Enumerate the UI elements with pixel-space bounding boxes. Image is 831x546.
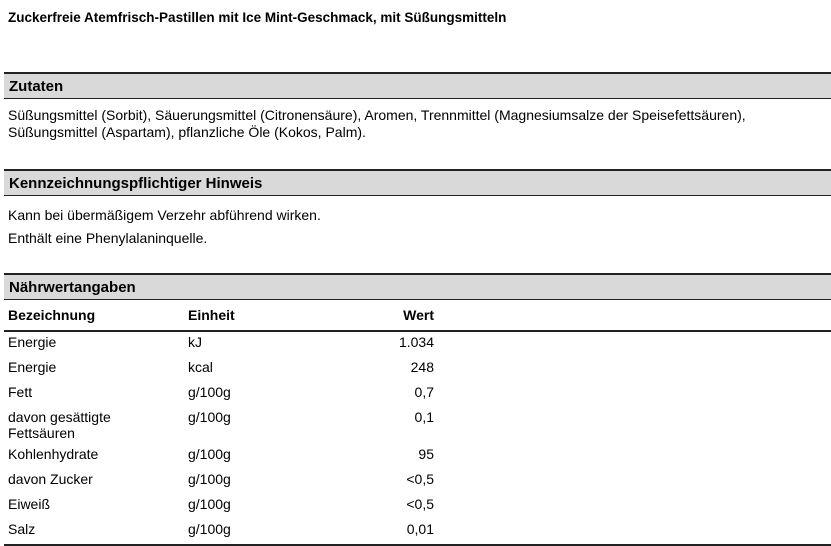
- ingredients-header: [4, 72, 831, 99]
- table-row: [4, 331, 831, 357]
- nutrient-name: Eiweiß: [8, 496, 51, 512]
- warning-line: Kann bei übermäßigem Verzehr abführend wirken.: [8, 207, 321, 223]
- nutrient-name: Salz: [4, 519, 184, 545]
- nutrient-name: davon gesättigte Fettsäuren: [8, 409, 111, 441]
- nutrient-value: 0,7: [414, 384, 434, 400]
- nutrient-unit: g/100g: [188, 471, 231, 487]
- nutrient-unit: g/100g: [184, 519, 348, 545]
- table-row: [4, 469, 831, 494]
- nutrient-value: 0,01: [348, 519, 438, 545]
- nutrition-table: [4, 300, 831, 546]
- nutrition-heading: Nährwertangaben: [9, 279, 136, 296]
- nutrient-unit: g/100g: [188, 496, 231, 512]
- nutrient-unit: kJ: [188, 334, 202, 350]
- warning-line: Enthält eine Phenylalaninquelle.: [8, 230, 208, 246]
- warning-header: [4, 169, 831, 196]
- nutrition-header: [4, 273, 831, 300]
- ingredients-heading: Zutaten: [9, 78, 64, 95]
- table-row: [4, 407, 831, 444]
- column-header-value: Wert: [348, 300, 438, 331]
- table-header-row: [4, 300, 831, 331]
- nutrient-name: Fett: [8, 384, 33, 400]
- nutrient-value: 95: [418, 446, 434, 462]
- nutrient-unit: g/100g: [188, 409, 231, 425]
- nutrient-name: davon Zucker: [8, 471, 93, 487]
- column-spacer: [438, 300, 831, 331]
- nutrient-value: 248: [410, 359, 434, 375]
- table-row: [4, 382, 831, 407]
- nutrient-unit: kcal: [188, 359, 213, 375]
- ingredients-text: Süßungsmittel (Sorbit), Säuerungsmittel (Citronensäure), Aromen, Trennmittel (Magnesiumsalze der Speisefettsäuren), Süßungsmittel (Aspartam), pflanzliche Öle (Kokos, Palm).: [8, 107, 746, 140]
- table-row: [4, 357, 831, 382]
- nutrient-unit: g/100g: [188, 446, 231, 462]
- column-header-name: Bezeichnung: [4, 300, 184, 331]
- nutrient-value: <0,5: [406, 496, 434, 512]
- table-row: [4, 494, 831, 519]
- warning-heading: Kennzeichnungspflichtiger Hinweis: [9, 175, 263, 192]
- nutrient-value: <0,5: [406, 471, 434, 487]
- column-header-unit: Einheit: [184, 300, 348, 331]
- product-title: Zuckerfreie Atemfrisch-Pastillen mit Ice Mint-Geschmack, mit Süßungsmitteln: [8, 10, 507, 25]
- nutrient-value: 0,1: [414, 409, 434, 425]
- nutrient-name: Kohlenhydrate: [8, 446, 99, 462]
- nutrient-name: Energie: [8, 359, 57, 375]
- nutrient-value: 1.034: [398, 334, 434, 350]
- table-row: [4, 519, 831, 545]
- nutrient-unit: g/100g: [188, 384, 231, 400]
- nutrient-name: Energie: [8, 334, 57, 350]
- table-row: [4, 444, 831, 469]
